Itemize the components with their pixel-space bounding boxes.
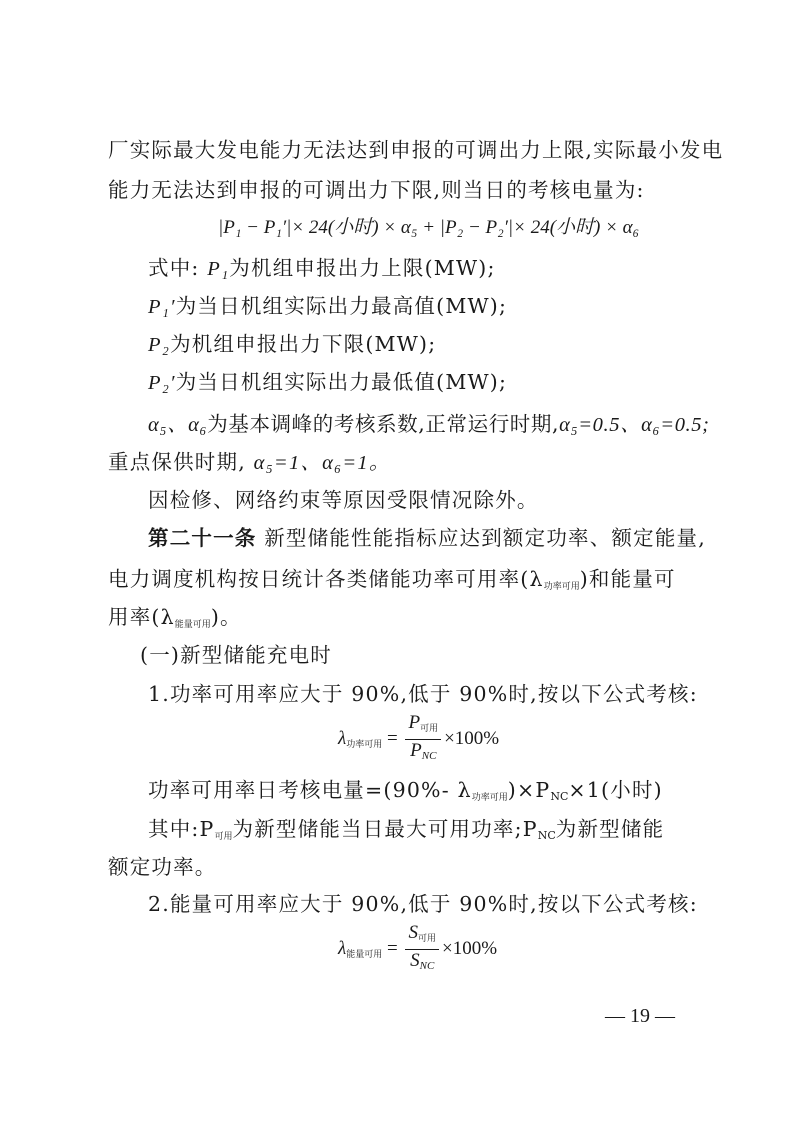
def-prefix: 式中: <box>148 256 200 280</box>
formula-power-availability: $\lambda_{功率可用}$ = $\frac{P_{可用}}{P_{NC}}$ ×100% <box>338 712 499 767</box>
where-text: 其中:P <box>148 817 215 841</box>
formula-assessment: |P₁ − P₁′|× 24(小时) × α₅ + |P₂ − P₂′|× 24(小时) × α₆ <box>218 217 640 238</box>
fraction <box>405 712 441 767</box>
power-assessment-text: 功率可用率日考核电量=(90%- λ <box>148 778 472 802</box>
denominator-subscript: NC <box>421 750 437 762</box>
symbol-p1-prime: P₁′ <box>148 296 176 318</box>
page-number: — 19 — <box>605 1005 675 1027</box>
def-alpha-peak <box>108 448 391 477</box>
item-energy-availability: 2.能量可用率应大于 90%,低于 90%时,按以下公式考核: <box>148 892 698 916</box>
para1-line1: 厂实际最大发电能力无法达到申报的可调出力上限,实际最小发电 <box>108 138 724 162</box>
def-p2-prime <box>148 368 507 397</box>
symbol-p2-prime: P₂′ <box>148 372 176 394</box>
lambda-symbol: λ <box>338 727 347 749</box>
pnc-subscript: NC <box>550 790 569 803</box>
article-21-line2 <box>108 565 676 601</box>
def-p2-prime-text: 为当日机组实际出力最低值(MW); <box>175 370 508 394</box>
pnc-subscript: NC <box>537 829 556 842</box>
power-assessment-energy <box>148 776 663 812</box>
alpha-peak-values: α₅=1、α₆=1。 <box>253 452 391 474</box>
def-alpha <box>148 410 710 439</box>
power-assessment-tail: ×1(小时) <box>568 778 663 802</box>
p-available-subscript: 可用 <box>214 832 233 842</box>
def-p1-text: 为机组申报出力上限(MW); <box>229 256 496 280</box>
power-assessment-mid: )×P <box>507 778 551 802</box>
formula-tail: ×100% <box>441 937 498 959</box>
article-21-line3-tail: )。 <box>210 605 242 629</box>
denominator-subscript: NC <box>419 960 435 972</box>
lambda-subscript: 功率可用 <box>346 738 383 749</box>
formula-tail: ×100% <box>444 727 500 749</box>
def-alpha-text: 为基本调峰的考核系数,正常运行时期, <box>207 412 560 436</box>
numerator-subscript: 可用 <box>420 723 439 733</box>
def-p1-prime-text: 为当日机组实际出力最高值(MW); <box>175 294 508 318</box>
def-p1 <box>148 254 496 283</box>
exception-note: 因检修、网络约束等原因受限情况除外。 <box>148 488 539 512</box>
def-p2 <box>148 330 436 359</box>
numerator: P <box>408 712 421 733</box>
denominator: S <box>410 950 420 971</box>
numerator-subscript: 可用 <box>417 933 436 943</box>
lambda-subscript: 功率可用 <box>471 793 508 803</box>
item-power-availability: 1.功率可用率应大于 90%,低于 90%时,按以下公式考核: <box>148 682 698 706</box>
article-21-line3-text: 用率(λ <box>108 605 175 629</box>
def-p2-text: 为机组申报出力下限(MW); <box>170 332 437 356</box>
where-tail: 为新型储能 <box>555 817 665 841</box>
alpha-normal-values: α₅=0.5、α₆=0.5; <box>559 414 710 436</box>
lambda-power-subscript: 功率可用 <box>543 582 580 592</box>
symbol-alpha: α₅、α₆ <box>148 414 208 436</box>
numerator: S <box>408 922 418 943</box>
fraction <box>405 922 439 977</box>
symbol-p1: P₁ <box>207 258 230 280</box>
lambda-subscript: 能量可用 <box>346 948 383 959</box>
article-21-text: 新型储能性能指标应达到额定功率、额定能量, <box>264 526 706 550</box>
article-21-line2-text: 电力调度机构按日统计各类储能功率可用率(λ <box>108 567 544 591</box>
formula-energy-availability: $\lambda_{能量可用}$ = $\frac{S_{可用}}{S_{NC}}$ ×100% <box>338 922 497 977</box>
symbol-p2: P₂ <box>148 334 171 356</box>
where-mid: 为新型储能当日最大可用功率;P <box>232 817 538 841</box>
para1-line2: 能力无法达到申报的可调出力下限,则当日的考核电量为: <box>108 178 645 202</box>
def-p1-prime <box>148 292 507 321</box>
article-21-title: 第二十一条 <box>148 526 257 550</box>
lambda-energy-subscript: 能量可用 <box>174 620 211 630</box>
article-21-line1 <box>148 524 706 552</box>
section-heading-charging: (一)新型储能充电时 <box>140 643 332 667</box>
article-21-line3 <box>108 603 242 639</box>
where-clause <box>148 815 664 851</box>
lambda-symbol: λ <box>338 937 347 959</box>
where-clause-cont: 额定功率。 <box>108 855 217 879</box>
def-alpha-peak-text: 重点保供时期, <box>108 450 246 474</box>
article-21-line2-tail: )和能量可 <box>579 567 676 591</box>
denominator: P <box>410 740 422 761</box>
